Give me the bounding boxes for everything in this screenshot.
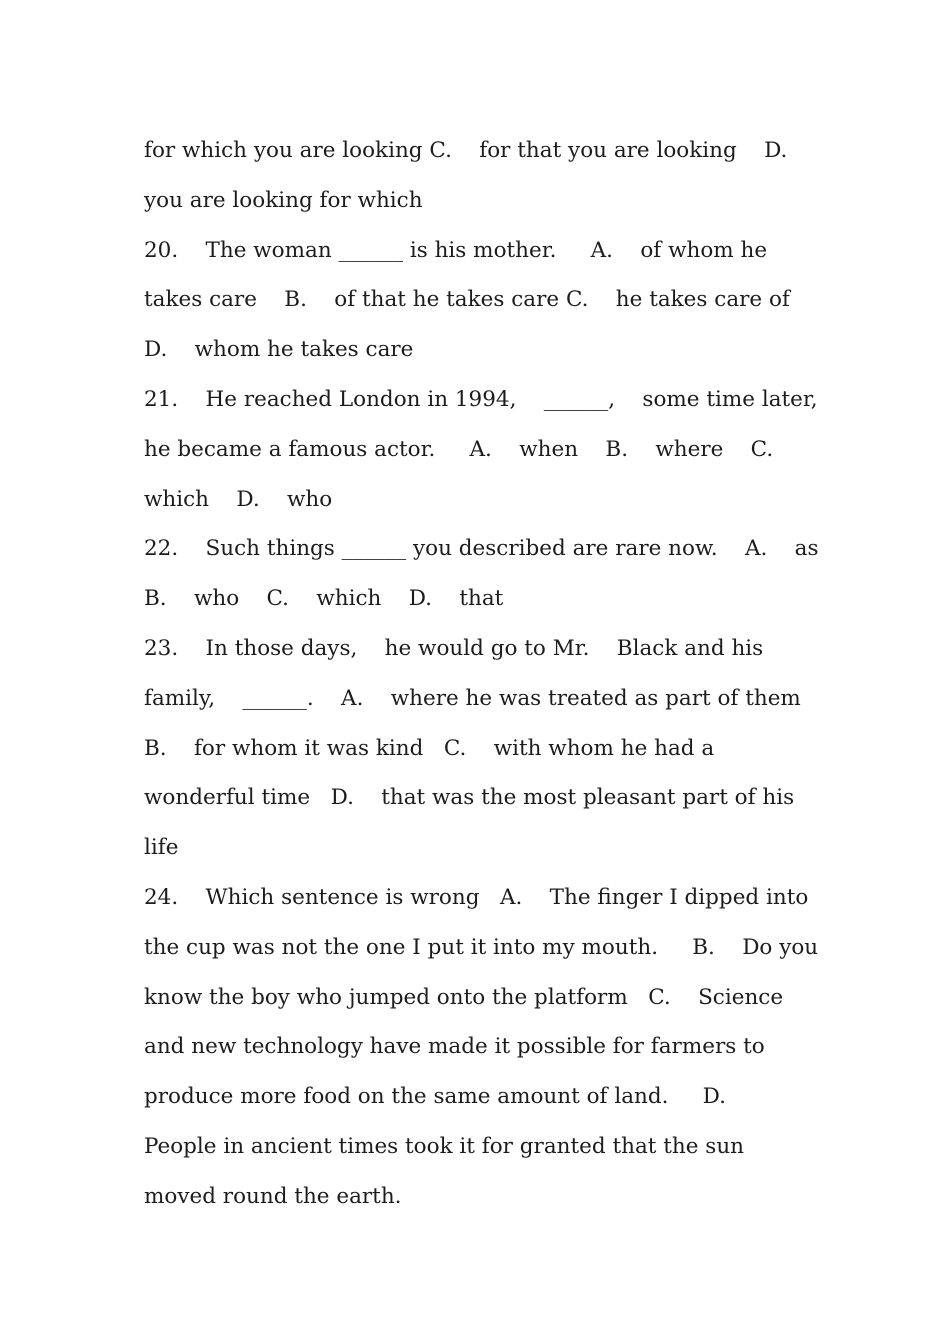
text-line: 23. In those days, he would go to Mr. Black and his: [144, 635, 764, 661]
text-line: wonderful time D. that was the most pleasant part of his: [144, 785, 795, 811]
text-line: and new technology have made it possible for farmers to: [144, 1034, 765, 1060]
text-line: D. whom he takes care: [144, 337, 414, 363]
text-line: B. for whom it was kind C. with whom he had a: [144, 735, 715, 761]
text-line: takes care B. of that he takes care C. he takes care of: [144, 287, 790, 313]
text-line: he became a famous actor. A. when B. where C.: [144, 436, 774, 462]
text-line: 22. Such things ______ you described are rare now. A. as: [144, 536, 819, 562]
text-line: B. who C. which D. that: [144, 586, 504, 612]
text-line: which D. who: [144, 486, 333, 512]
text-line: moved round the earth.: [144, 1183, 402, 1209]
question-text-block: [144, 126, 824, 1222]
text-line: produce more food on the same amount of land. D.: [144, 1084, 726, 1110]
text-line: People in ancient times took it for granted that the sun: [144, 1133, 745, 1159]
text-line: family, ______. A. where he was treated as part of them: [144, 685, 801, 711]
text-line: you are looking for which: [144, 187, 423, 213]
text-line: 24. Which sentence is wrong A. The finger I dipped into: [144, 884, 809, 910]
text-line: the cup was not the one I put it into my mouth. B. Do you: [144, 934, 819, 960]
text-line: 20. The woman ______ is his mother. A. of whom he: [144, 237, 768, 263]
text-line: life: [144, 835, 179, 861]
text-line: know the boy who jumped onto the platform C. Science: [144, 984, 784, 1010]
text-line: 21. He reached London in 1994, ______, some time later,: [144, 386, 818, 412]
text-line: for which you are looking C. for that you are looking D.: [144, 138, 788, 163]
